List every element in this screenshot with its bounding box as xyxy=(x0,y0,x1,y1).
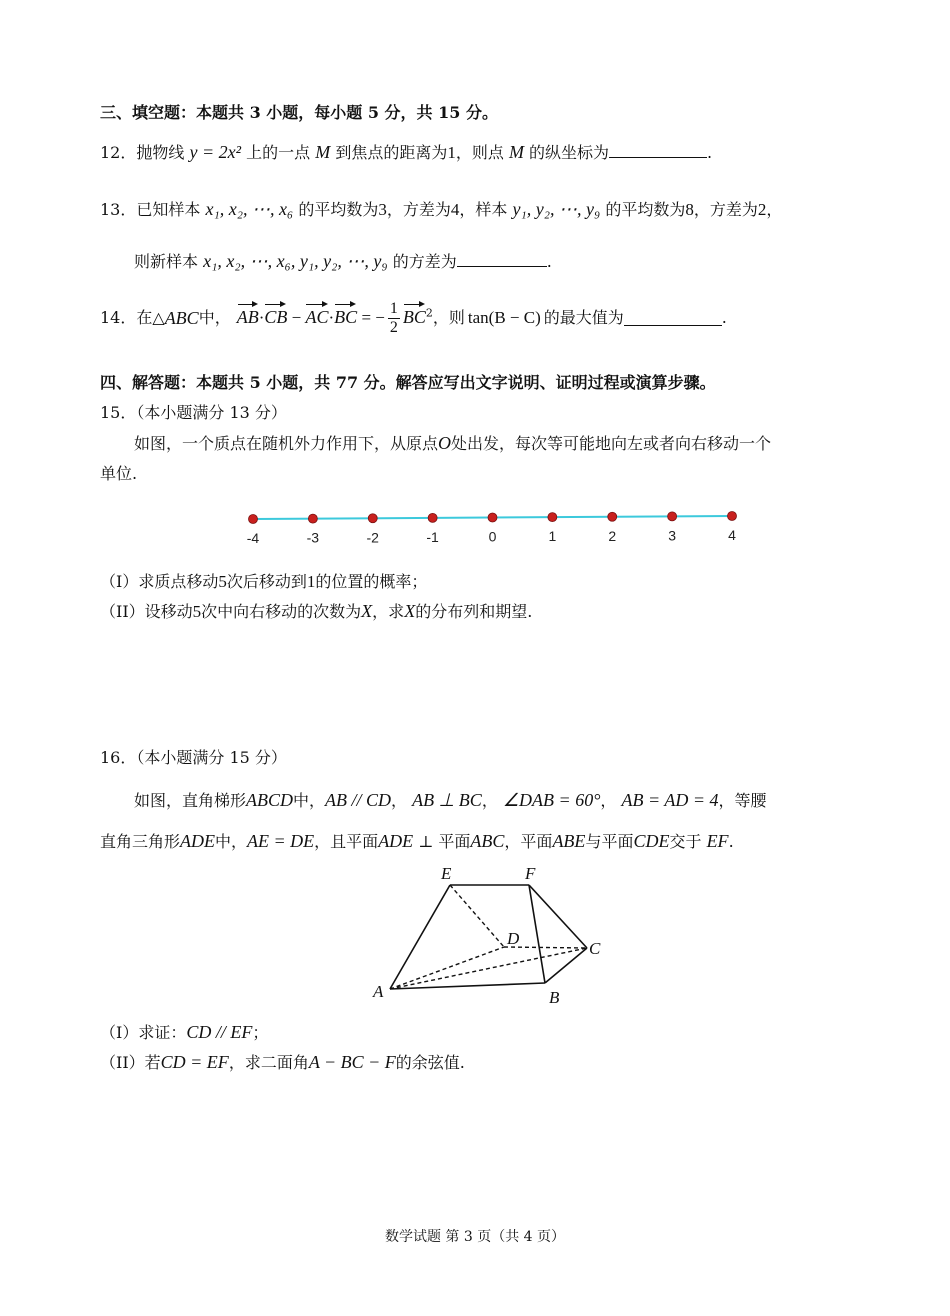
question-15-header: 15．（本小题满分 13 分） xyxy=(100,403,287,422)
number-line-point xyxy=(308,514,317,523)
number-line-tick-label: 2 xyxy=(608,527,617,544)
geometry-figure xyxy=(368,862,618,1010)
number-line-tick-label: -3 xyxy=(306,529,320,546)
q13-number: 13． xyxy=(100,200,137,219)
edge-AE xyxy=(390,885,450,989)
question-15-text-2: 单位. xyxy=(100,464,138,483)
answer-blank[interactable] xyxy=(609,143,707,158)
question-16-header: 16．（本小题满分 15 分） xyxy=(100,748,287,767)
number-line-point xyxy=(728,512,737,521)
label-A: A xyxy=(373,982,384,1001)
question-13-line-2: 则新样本 x₁, x₂, ⋯, x₆, y₁, y₂, ⋯, y₉ 的方差为 . xyxy=(134,251,552,271)
q12-number: 12． xyxy=(100,143,137,162)
question-13: 13．已知样本 x₁, x₂, ⋯, x₆ 的平均数为3，方差为4，样本 y₁, y₂, ⋯, y₉ 的平均数为8，方差为2， xyxy=(100,199,783,219)
number-line-tick-label: -2 xyxy=(366,529,379,546)
number-line-point xyxy=(368,514,377,523)
q12-formula: y = 2x² xyxy=(189,142,242,162)
number-line-point xyxy=(548,513,557,522)
question-15-text: 如图，一个质点在随机外力作用下，从原点O处出发，每次等可能地向左或者向右移动一个 xyxy=(134,433,772,453)
number-line-point xyxy=(668,512,677,521)
question-15-part-2: （II）设移动5次中向右移动的次数为X，求X的分布列和期望. xyxy=(100,601,533,621)
question-16-line-1: 如图，直角梯形ABCD中，AB // CD， AB ⊥ BC， ∠DAB = 60°， AB = AD = 4，等腰 xyxy=(134,790,767,810)
number-line-point xyxy=(428,513,437,522)
section-3-heading: 三、填空题：本题共 3 小题，每小题 5 分，共 15 分。 xyxy=(100,103,498,122)
answer-blank[interactable] xyxy=(457,252,547,267)
question-14: 14． 在△ ABC 中， AB·CB − AC·BC = − $\frac{1}{2}$ $BC^2$ ，则 tan(B − C) 的最大值为 . xyxy=(100,299,727,336)
label-B: B xyxy=(549,988,560,1007)
number-line-tick-label: -4 xyxy=(246,530,260,546)
q14-vector-equation: AB·CB − AC·BC = − $\frac{1}{2}$ $BC^2$ xyxy=(236,299,433,336)
number-line-point xyxy=(249,515,258,524)
label-E: E xyxy=(441,864,452,883)
number-line-tick-label: 1 xyxy=(548,528,557,545)
edge-BC xyxy=(545,948,587,983)
number-line-figure xyxy=(236,500,748,556)
edge-AD-hidden xyxy=(390,947,504,989)
edge-ED-hidden xyxy=(450,885,504,947)
question-16-part-1: （I）求证：CD // EF； xyxy=(100,1022,269,1042)
diagonal-AC-hidden xyxy=(390,948,587,989)
page-footer: 数学试题 第 3 页（共 4 页） xyxy=(384,1229,566,1245)
label-D: D xyxy=(507,929,520,948)
answer-blank[interactable] xyxy=(624,311,722,326)
number-line-tick-label: 3 xyxy=(668,527,677,544)
section-4-heading: 四、解答题：本题共 5 小题，共 77 分。解答应写出文字说明、证明过程或演算步骤。 xyxy=(100,373,716,392)
number-line-tick-label: -1 xyxy=(426,528,439,545)
number-line-point xyxy=(488,513,497,522)
question-12: 12．抛物线 y = 2x² 上的一点 M 到焦点的距离为1，则点 M 的纵坐标为 . xyxy=(100,142,713,162)
label-C: C xyxy=(589,939,601,958)
question-16-line-2: 直角三角形ADE中，AE = DE，且平面ADE ⊥ 平面ABC，平面ABE与平面CDE交于 EF. xyxy=(100,831,734,851)
number-line-tick-label: 0 xyxy=(488,528,497,545)
q14-number: 14． xyxy=(100,308,137,327)
number-line-tick-label: 4 xyxy=(728,527,736,543)
label-F: F xyxy=(525,864,536,883)
question-16-part-2: （II）若CD = EF，求二面角A − BC − F的余弦值. xyxy=(100,1052,465,1072)
number-line-point xyxy=(608,512,617,521)
question-15-part-1: （I）求质点移动5次后移动到1的位置的概率； xyxy=(100,572,428,591)
